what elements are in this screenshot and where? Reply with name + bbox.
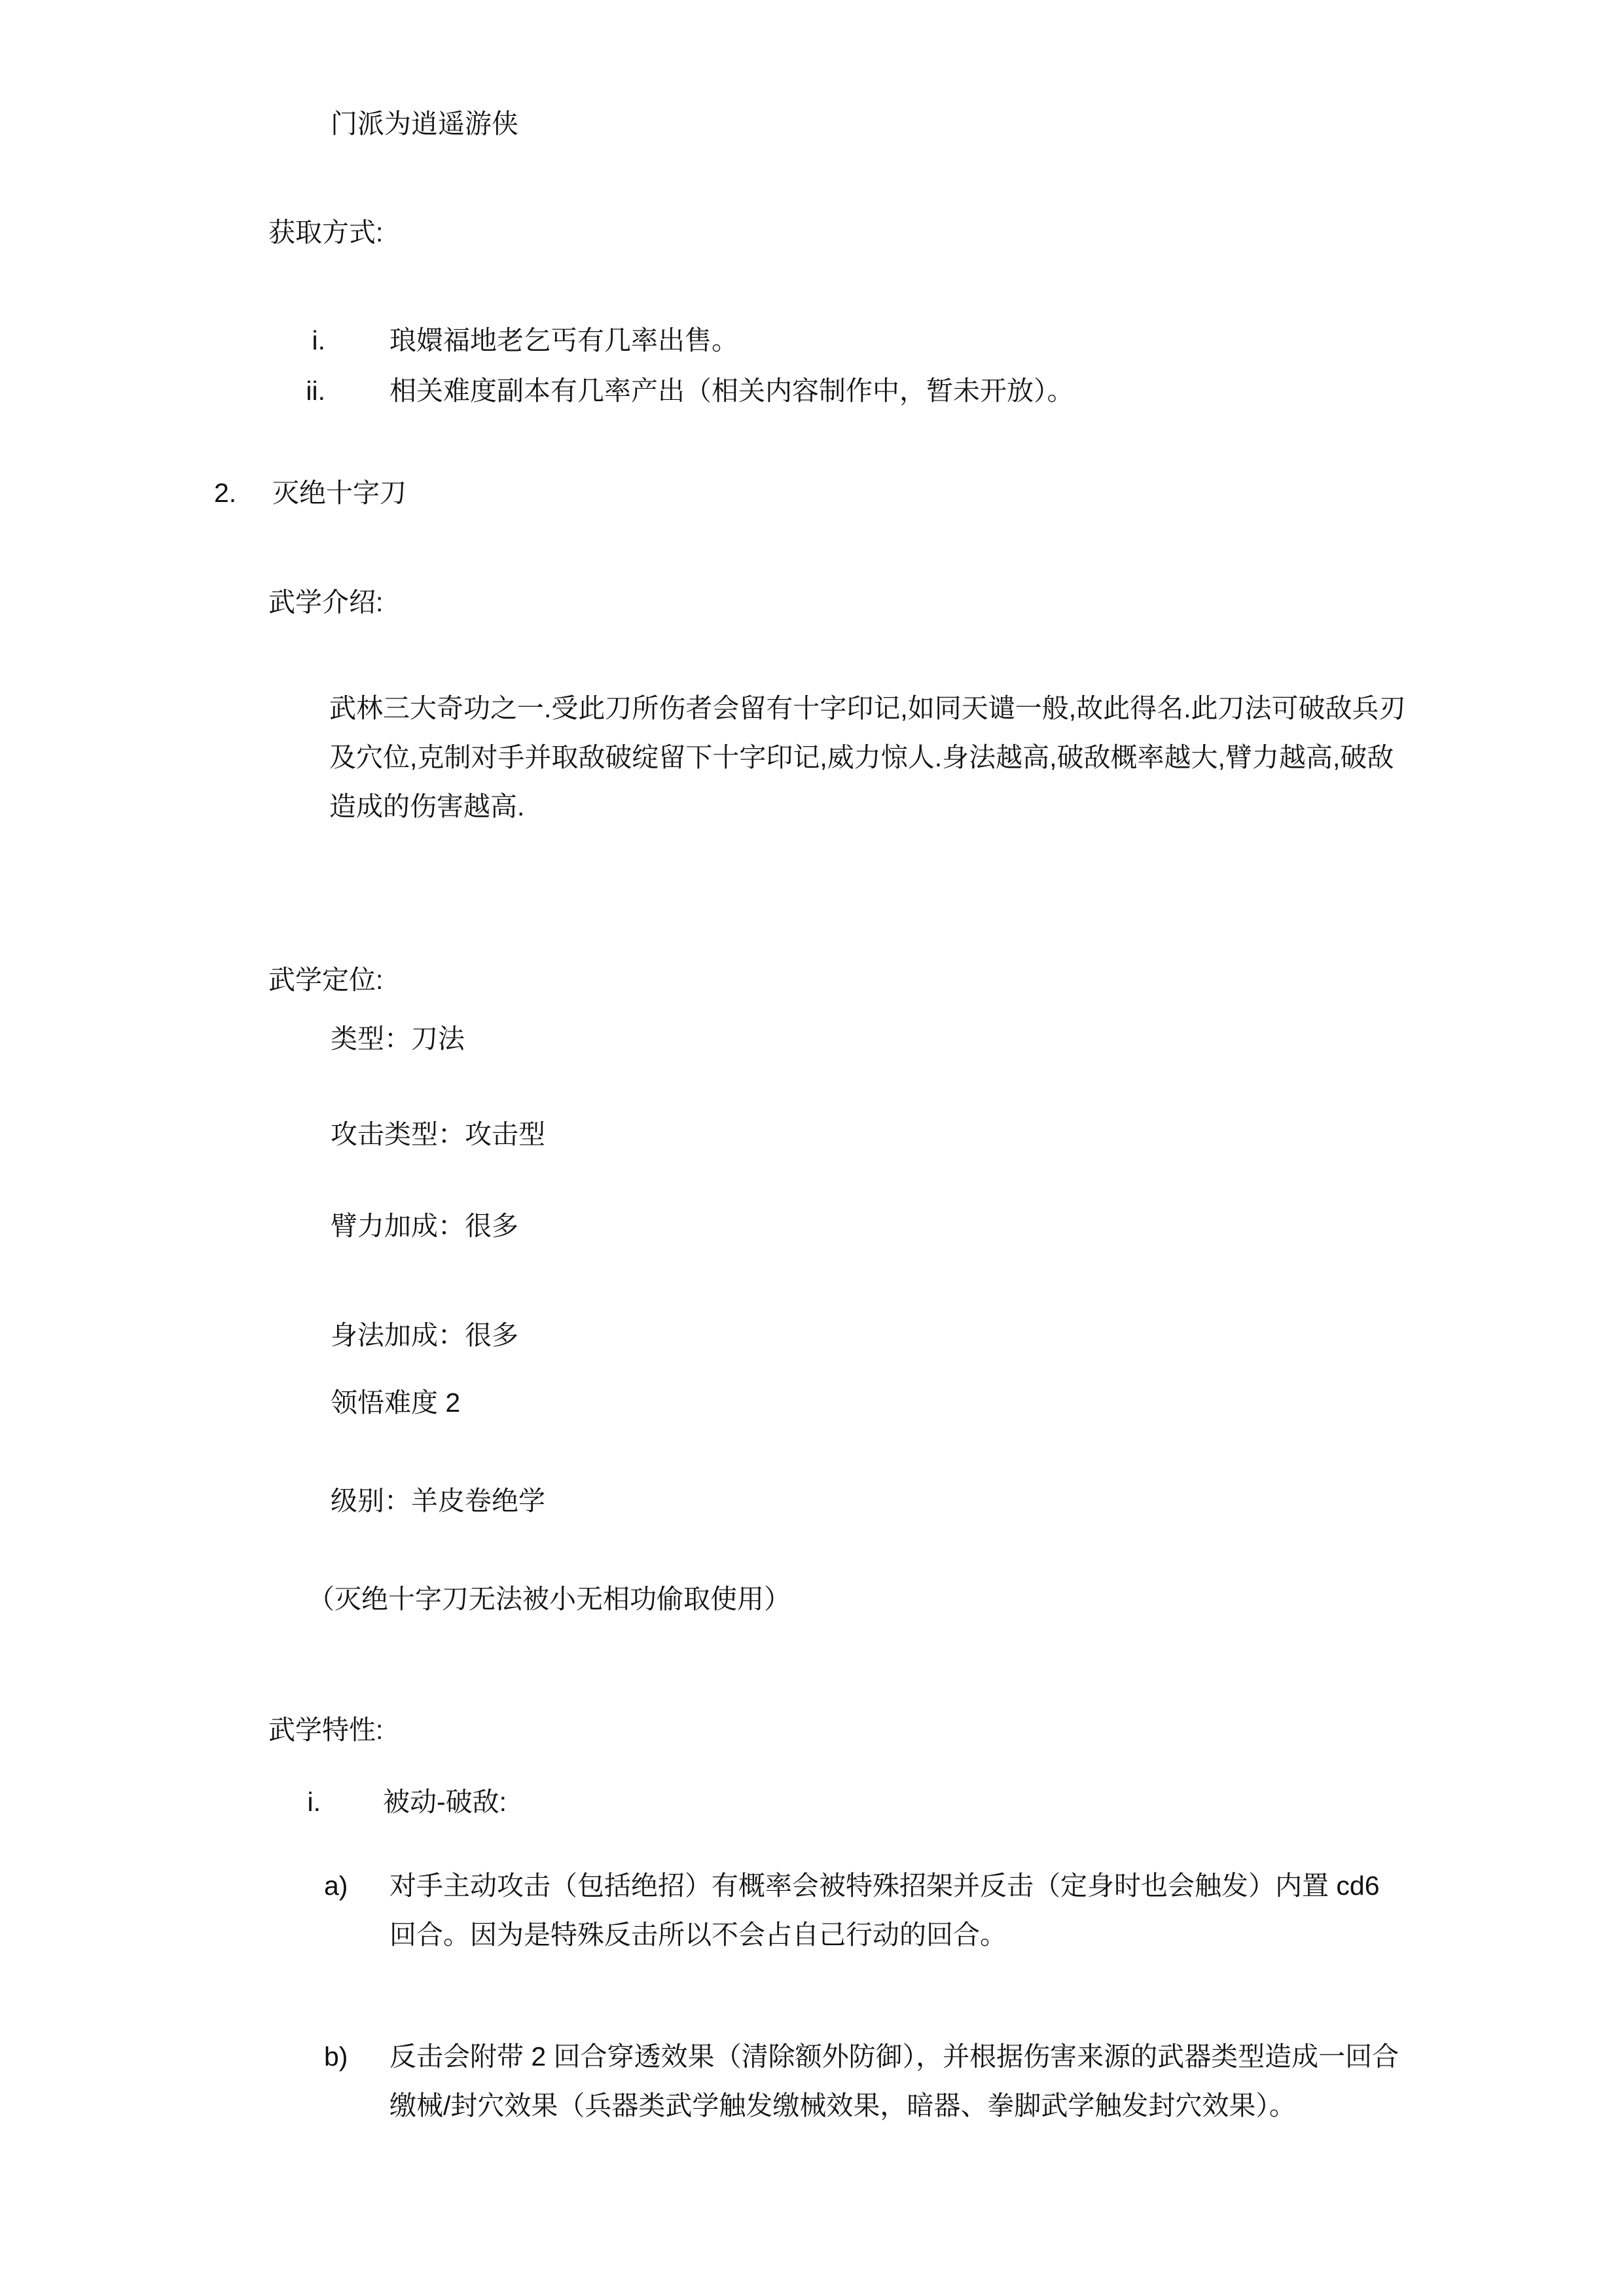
trait-detail-b <box>389 2032 1399 2130</box>
field-attack-type: 攻击类型：攻击型 <box>331 1119 545 1149</box>
continuation-line: 门派为逍遥游侠 <box>331 109 518 139</box>
intro-paragraph-line: 及穴位,克制对手并取敌破绽留下十字印记,威力惊人.身法越高,破敌概率越大,臂力越高,破敌 <box>329 742 1394 772</box>
trait-marker-i: i. <box>307 1787 321 1817</box>
trait-detail-b-line: 缴械/封穴效果（兵器类武学触发缴械效果，暗器、拳脚武学触发封穴效果）。 <box>389 2090 1296 2121</box>
trait-detail-a-line: 回合。因为是特殊反击所以不会占自己行动的回合。 <box>389 1920 1007 1950</box>
field-agility-bonus: 身法加成：很多 <box>331 1320 518 1350</box>
intro-paragraph-line: 武林三大奇功之一.受此刀所伤者会留有十字印记,如同天谴一般,故此得名.此刀法可破敌兵刃 <box>329 693 1406 723</box>
field-comprehension-difficulty: 领悟难度 2 <box>331 1388 461 1418</box>
positioning-heading: 武学定位: <box>268 965 384 995</box>
field-grade: 级别：羊皮卷绝学 <box>331 1486 545 1516</box>
intro-paragraph <box>329 684 1406 831</box>
trait-passive-label: 被动-破敌: <box>383 1787 507 1817</box>
trait-detail-a-line: 对手主动攻击（包括绝招）有概率会被特殊招架并反击（定身时也会触发）内置 cd6 <box>389 1871 1380 1901</box>
acquisition-item-1: 琅嬛福地老乞丐有几率出售。 <box>389 325 738 355</box>
skill-number: 2. <box>214 478 237 508</box>
acquisition-item-2: 相关难度副本有几率产出（相关内容制作中，暂未开放）。 <box>389 376 1074 406</box>
detail-marker-a: a) <box>324 1871 348 1901</box>
skill-title: 灭绝十字刀 <box>272 478 406 508</box>
intro-paragraph-line: 造成的伤害越高. <box>329 791 525 821</box>
trait-detail-b-line: 反击会附带 2 回合穿透效果（清除额外防御），并根据伤害来源的武器类型造成一回合 <box>389 2041 1399 2072</box>
trait-detail-a <box>389 1861 1380 1960</box>
skill-note: （灭绝十字刀无法被小无相功偷取使用） <box>308 1584 791 1614</box>
traits-heading: 武学特性: <box>268 1715 384 1745</box>
field-strength-bonus: 臂力加成：很多 <box>331 1211 518 1241</box>
detail-marker-b: b) <box>324 2041 348 2072</box>
acquisition-heading: 获取方式: <box>268 217 384 247</box>
list-marker-i: i. <box>312 325 325 355</box>
field-type: 类型：刀法 <box>331 1024 465 1054</box>
list-marker-ii: ii. <box>306 376 325 406</box>
intro-heading: 武学介绍: <box>268 587 384 617</box>
